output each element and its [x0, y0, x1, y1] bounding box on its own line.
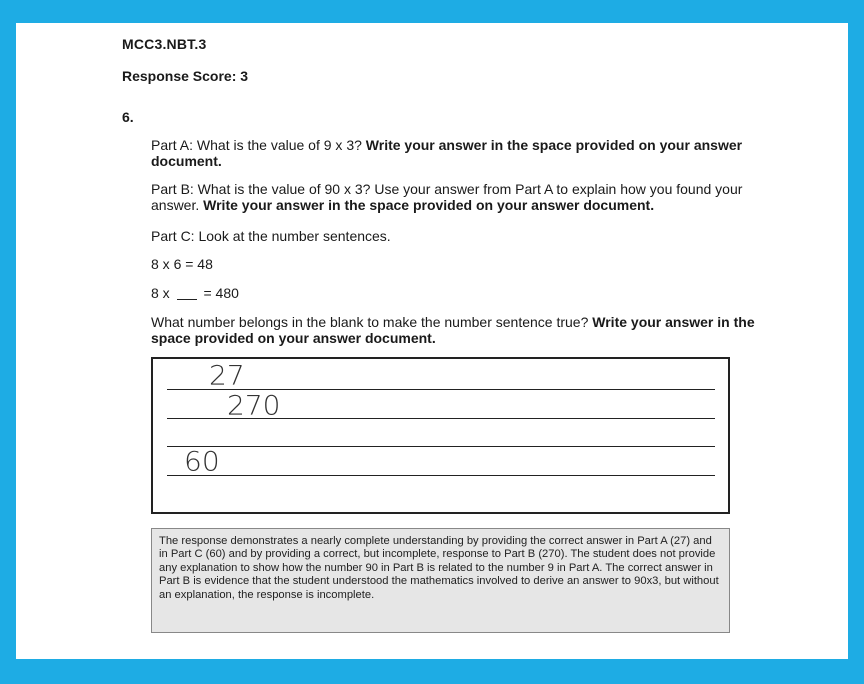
part-b-question: Part B: What is the value of 90 x 3? Use your answer from Part A to explain how you found your answer. [151, 181, 743, 213]
prompt-instruction: Write your answer in the space provided on your answer document. [151, 314, 755, 346]
number-sentence-1: 8 x 6 = 48 [151, 256, 213, 272]
prompt-text [151, 314, 776, 346]
document-page [16, 23, 848, 659]
answer-line-3 [167, 446, 715, 447]
part-b-instruction: Write your answer in the space provided on your answer document. [203, 197, 655, 213]
part-c-text: Part C: Look at the number sentences. [151, 228, 391, 244]
prompt-question: What number belongs in the blank to make the number sentence true? [151, 314, 593, 330]
handwritten-answer-2: 270 [227, 389, 281, 422]
part-b-text [151, 181, 776, 213]
number-sentence-2 [151, 285, 776, 301]
part-a-question: Part A: What is the value of 9 x 3? [151, 137, 366, 153]
standard-code: MCC3.NBT.3 [122, 36, 207, 52]
student-answer-box [151, 357, 730, 514]
part-a-instruction: Write your answer in the space provided on your answer document. [151, 137, 743, 169]
answer-line-4 [167, 475, 715, 476]
number-sentence-2-left: 8 x [151, 285, 170, 301]
handwritten-answer-3: 60 [184, 445, 220, 478]
part-a-text [151, 137, 776, 169]
handwritten-answer-1: 27 [209, 359, 245, 392]
scoring-explanation: The response demonstrates a nearly complete understanding by providing the correct answer in Part A (27) and in Part C (60) and by providing a correct, but incomplete, response to Part B (270). The student does not provide any explanation to show how the number 90 in Part B is related to the number 9 in Part A. The correct answer in Part B is evidence that the student understood the mathematics involved to derive an answer to 90x3, but without an explanation, the response is incomplete. [151, 528, 730, 633]
number-sentence-2-right: = 480 [203, 285, 239, 301]
response-score: Response Score: 3 [122, 68, 249, 84]
question-number: 6. [122, 109, 134, 125]
number-sentence-blank [177, 299, 197, 300]
